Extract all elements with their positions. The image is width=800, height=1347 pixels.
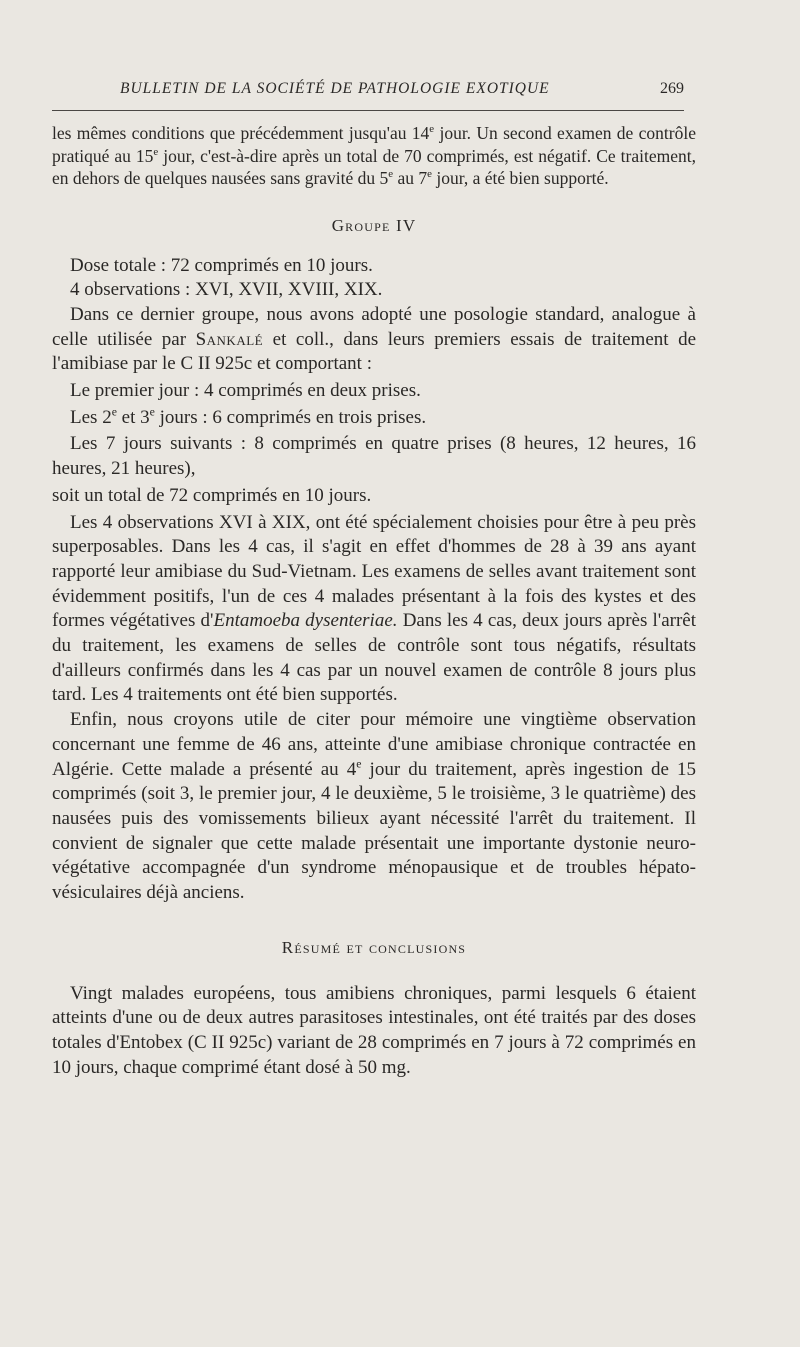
intro-paragraph: les mêmes conditions que précédemment jusqu'au 14e jour. Un second examen de contrôle pratiqué au 15e jour, c'est-à-dire après un total de 70 comprimés, est négatif. Ce traitement, en dehors de quelques nausées sans gravité du 5e au 7e jour, a été bien supporté. <box>52 123 696 188</box>
cases-text-a: Les 4 observations XVI à XIX, ont été spécialement choisies pour être à peu près superposables. Dans les 4 cas, il s'agit en effet d'hommes de 28 à 39 ans ayant rapporté leur amibiase du Sud-Vietnam. Les examens de selles avant traitement sont évidemment positifs, l'un de ces 4 malades présentant à la fois des kystes et des formes végétatives d' <box>52 511 696 632</box>
author-name: Sankalé <box>195 328 264 350</box>
section-heading-resume: Résumé et conclusions <box>281 937 467 957</box>
posology-text-b: et coll., dans leurs premiers essais de traitement de l'amibiase par le C II 925c et comportant : <box>52 328 697 375</box>
dose-line: Dose totale : 72 comprimés en 10 jours. <box>70 254 373 276</box>
resume-paragraph: Vingt malades européens, tous amibiens chroniques, parmi lesquels 6 étaient atteints d'une ou de deux autres parasitoses intestinales, ont été traités par des doses totales d'Entobex (C II 925c) variant de 28 comprimés en 7 jours à 72 comprimés en 10 jours, chaque comprimé étant dosé à 50 mg. <box>52 982 696 1078</box>
running-header <box>52 80 684 111</box>
page-number: 269 <box>660 80 684 97</box>
schedule-days-7: Les 7 jours suivants : 8 comprimés en quatre prises (8 heures, 12 heures, 16 heures, 21 heures), <box>52 433 696 480</box>
posology-paragraph <box>52 303 696 377</box>
posology-text-a: Dans ce dernier groupe, nous avons adopté une posologie standard, analogue à celle utilisée par <box>52 303 696 350</box>
observations-line: 4 observations : XVI, XVII, XVIII, XIX. <box>70 279 383 301</box>
species-name: Entamoeba dysenteriae. <box>213 610 398 632</box>
twentieth-observation-paragraph: Enfin, nous croyons utile de citer pour mémoire une vingtième observation concernant une femme de 46 ans, atteinte d'une amibiase chronique contractée en Algérie. Cette malade a présenté au 4e jour du traitement, après ingestion de 15 comprimés (soit 3, le premier jour, 4 le deuxième, 5 le troisième, 3 le quatrième) des nausées puis des vomissements bilieux ayant nécessité l'arrêt du traitement. Il convient de signaler que cette malade présentait une importante dystonie neuro-végétative accompagnée d'un syndrome ménopausique et de troubles hépato-vésiculaires déjà anciens. <box>52 709 697 904</box>
journal-title: BULLETIN DE LA SOCIÉTÉ DE PATHOLOGIE EXOTIQUE <box>120 80 550 97</box>
article-body <box>52 122 696 1081</box>
schedule-total: soit un total de 72 comprimés en 10 jours. <box>52 484 372 506</box>
cases-paragraph <box>52 511 696 709</box>
schedule-days-2-3: Les 2e et 3e jours : 6 comprimés en trois prises. <box>70 405 427 428</box>
schedule-day-1: Le premier jour : 4 comprimés en deux prises. <box>70 380 421 402</box>
section-heading-groupe-iv: Groupe IV <box>331 215 417 235</box>
cases-text-b: Dans les 4 cas, deux jours après l'arrêt du traitement, les examens de selles de contrôle sont tous négatifs, résultats d'ailleurs confirmés dans les 4 cas par un nouvel examen de contrôle 8 jours plus tard. Les 4 traitements ont été bien supportés. <box>52 610 697 706</box>
